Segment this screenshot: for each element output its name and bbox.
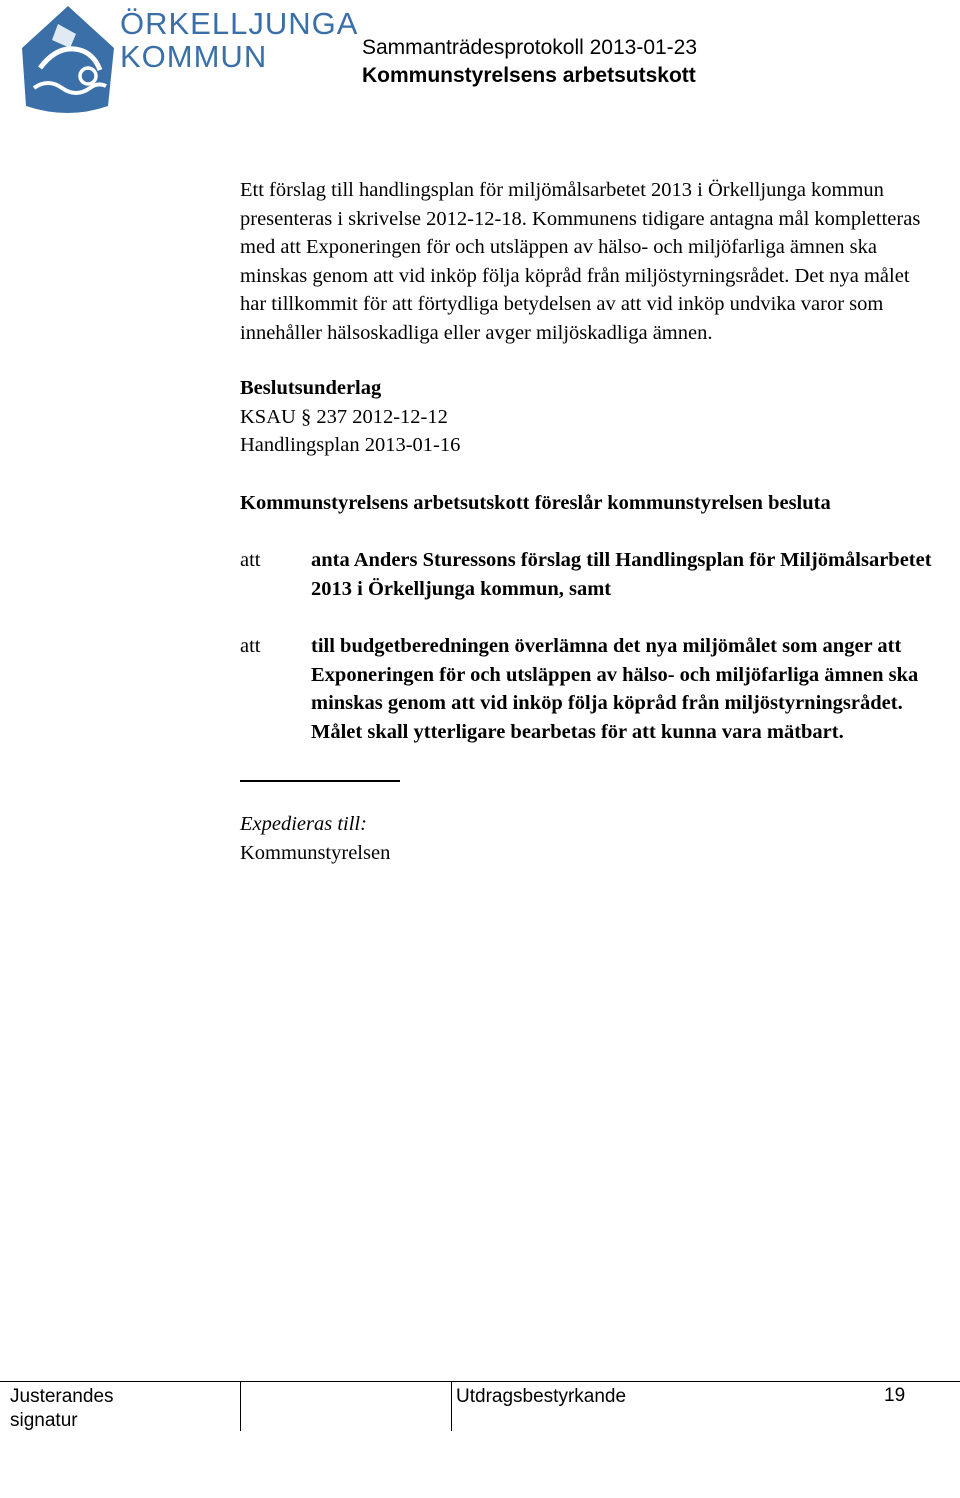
- logo-wordmark: [120, 8, 358, 74]
- att-label: att: [240, 549, 261, 571]
- intro-paragraph: Ett förslag till handlingsplan för miljömålsarbetet 2013 i Örkelljunga kommun presenteras i skrivelse 2012-12-18. Kommunens tidigare antagna mål kompletteras med att Exponeringen för och utsläppen av hälso- och miljöfarliga ämnen ska minskas genom att vid inköp följa köpråd från miljöstyrningsrådet. Det nya målet har tillkommit för att förtydliga betydelsen av att vid inköp undvika varor som innehåller hälsoskadliga eller avger miljöskadliga ämnen.: [240, 179, 921, 344]
- document-subtitle: Kommunstyrelsens arbetsutskott: [362, 64, 696, 87]
- signature-label-line-2: signatur: [10, 1410, 78, 1431]
- signature-box: [10, 1385, 114, 1433]
- page-number: 19: [884, 1385, 906, 1406]
- att-label: att: [240, 635, 261, 657]
- footer-column-divider: [240, 1381, 241, 1431]
- logo-line-1: ÖRKELLJUNGA: [120, 6, 359, 41]
- basis-item: Handlingsplan 2013-01-16: [240, 434, 461, 456]
- document-body: [240, 176, 940, 867]
- proposal-lead: Kommunstyrelsens arbetsutskott föreslår kommunstyrelsen besluta: [240, 491, 831, 514]
- expedieras-label: Expedieras till:: [240, 813, 367, 835]
- signature-label-line-1: Justerandes: [10, 1386, 114, 1407]
- basis-heading: Beslutsunderlag: [240, 377, 382, 399]
- document-header: [362, 34, 697, 90]
- footer-column-divider: [451, 1381, 452, 1431]
- municipality-crest-icon: [18, 4, 118, 116]
- divider: [240, 780, 400, 782]
- att-text: anta Anders Sturessons förslag till Handlingsplan för Miljömålsarbetet 2013 i Örkelljunga kommun, samt: [311, 549, 932, 600]
- att-text: till budgetberedningen överlämna det nya miljömålet som anger att Exponeringen för och utsläppen av hälso- och miljöfarliga ämnen ska minskas genom att vid inköp följa köpråd från miljöstyrningsrådet. Målet skall ytterligare bearbetas för att kunna vara mätbart.: [311, 635, 919, 743]
- document-title: Sammanträdesprotokoll 2013-01-23: [362, 36, 698, 59]
- footer-divider: [0, 1381, 960, 1382]
- logo-line-2: KOMMUN: [120, 39, 268, 74]
- certification-label: Utdragsbestyrkande: [456, 1386, 627, 1407]
- expedieras-recipient: Kommunstyrelsen: [240, 841, 391, 864]
- att-item: [240, 632, 940, 746]
- basis-item: KSAU § 237 2012-12-12: [240, 405, 448, 428]
- att-item: [240, 546, 940, 603]
